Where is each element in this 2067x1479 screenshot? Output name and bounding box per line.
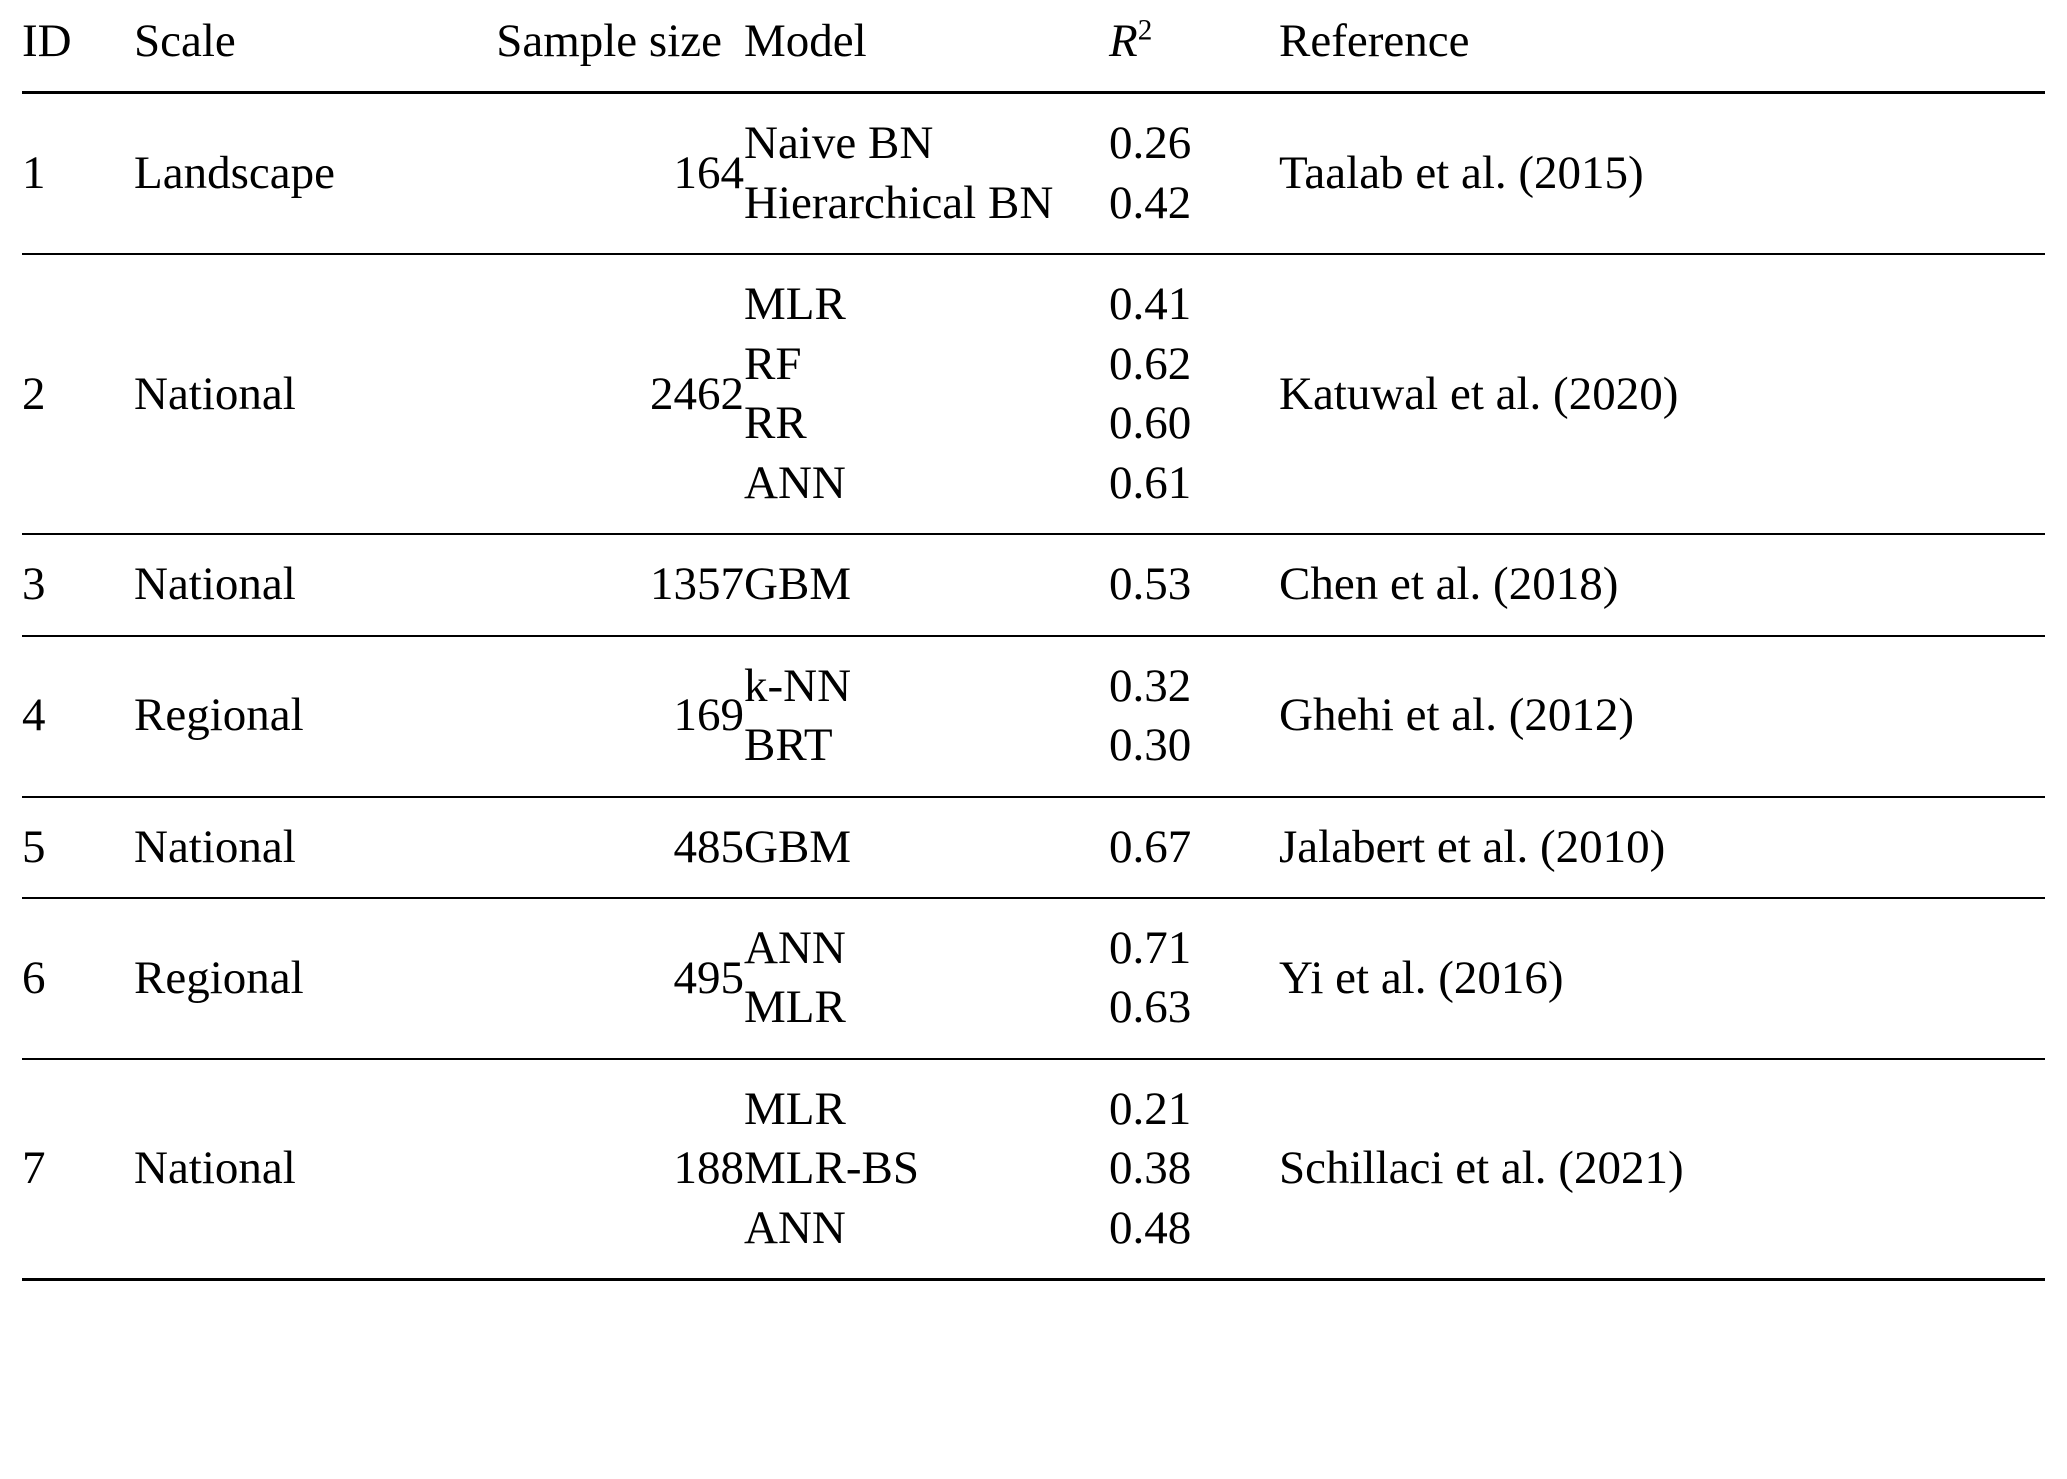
column-header-model: Model — [744, 15, 867, 67]
table-body — [22, 93, 2045, 1281]
bottom-rule — [1279, 1280, 2045, 1282]
cell-scale: Landscape — [134, 93, 444, 254]
model-name: MLR — [744, 1082, 846, 1135]
model-name: GBM — [744, 558, 852, 611]
cell-id: 6 — [22, 898, 134, 1059]
column-header-scale: Scale — [134, 15, 236, 67]
r2-value: 0.71 — [1109, 921, 1192, 974]
cell-id: 4 — [22, 636, 134, 797]
cell-r2 — [1109, 1059, 1279, 1280]
model-name: ANN — [744, 456, 846, 509]
bottom-rule — [1109, 1280, 1279, 1282]
model-name: MLR-BS — [744, 1142, 919, 1195]
r2-symbol: R — [1109, 15, 1138, 67]
cell-scale: National — [134, 534, 444, 635]
table-row — [22, 636, 2045, 797]
r2-value: 0.53 — [1109, 558, 1192, 611]
cell-model — [744, 636, 1109, 797]
r2-value: 0.62 — [1109, 337, 1192, 390]
r2-value: 0.30 — [1109, 719, 1192, 772]
cell-scale: National — [134, 1059, 444, 1280]
cell-model — [744, 254, 1109, 534]
cell-scale: Regional — [134, 898, 444, 1059]
cell-reference: Katuwal et al. (2020) — [1279, 254, 2045, 534]
cell-sample-size: 485 — [444, 797, 744, 898]
cell-r2 — [1109, 898, 1279, 1059]
r2-value: 0.21 — [1109, 1082, 1192, 1135]
cell-sample-size: 1357 — [444, 534, 744, 635]
cell-r2 — [1109, 93, 1279, 254]
column-header-r2 — [1109, 0, 1279, 93]
cell-r2 — [1109, 534, 1279, 635]
cell-model — [744, 898, 1109, 1059]
cell-reference: Ghehi et al. (2012) — [1279, 636, 2045, 797]
column-header-reference: Reference — [1279, 15, 1470, 67]
cell-sample-size: 188 — [444, 1059, 744, 1280]
table-row — [22, 254, 2045, 534]
table-row — [22, 1059, 2045, 1280]
model-name: Naive BN — [744, 117, 934, 170]
cell-sample-size: 495 — [444, 898, 744, 1059]
table-row — [22, 797, 2045, 898]
cell-reference: Chen et al. (2018) — [1279, 534, 2045, 635]
results-table — [22, 0, 2045, 1281]
model-name: k-NN — [744, 659, 852, 712]
r2-value: 0.63 — [1109, 981, 1192, 1034]
cell-scale: Regional — [134, 636, 444, 797]
model-name: BRT — [744, 719, 833, 772]
model-name: ANN — [744, 921, 846, 974]
r2-value: 0.61 — [1109, 456, 1192, 509]
cell-model — [744, 93, 1109, 254]
header-row — [22, 0, 2045, 93]
cell-r2 — [1109, 797, 1279, 898]
bottom-rule — [444, 1280, 744, 1282]
bottom-rule — [134, 1280, 444, 1282]
r2-value: 0.48 — [1109, 1201, 1192, 1254]
cell-reference: Jalabert et al. (2010) — [1279, 797, 2045, 898]
table-row — [22, 534, 2045, 635]
cell-id: 5 — [22, 797, 134, 898]
r2-value: 0.32 — [1109, 659, 1192, 712]
r2-exponent: 2 — [1137, 14, 1153, 47]
cell-reference: Yi et al. (2016) — [1279, 898, 2045, 1059]
r2-value: 0.38 — [1109, 1142, 1192, 1195]
cell-reference: Schillaci et al. (2021) — [1279, 1059, 2045, 1280]
cell-reference: Taalab et al. (2015) — [1279, 93, 2045, 254]
r2-value: 0.41 — [1109, 278, 1192, 331]
cell-r2 — [1109, 636, 1279, 797]
model-name: MLR — [744, 278, 846, 331]
r2-value: 0.42 — [1109, 176, 1192, 229]
column-header-sample-size: Sample size — [496, 15, 722, 67]
model-name: RF — [744, 337, 802, 390]
cell-model — [744, 1059, 1109, 1280]
model-name: MLR — [744, 981, 846, 1034]
model-name: Hierarchical BN — [744, 176, 1054, 229]
r2-value: 0.60 — [1109, 397, 1192, 450]
model-name: ANN — [744, 1201, 846, 1254]
r2-value: 0.67 — [1109, 820, 1192, 873]
cell-id: 7 — [22, 1059, 134, 1280]
column-header-id: ID — [22, 15, 72, 67]
cell-id: 1 — [22, 93, 134, 254]
cell-scale: National — [134, 797, 444, 898]
cell-r2 — [1109, 254, 1279, 534]
cell-id: 2 — [22, 254, 134, 534]
table-bottom-rule-row — [22, 1280, 2045, 1282]
cell-sample-size: 2462 — [444, 254, 744, 534]
bottom-rule — [744, 1280, 1109, 1282]
cell-sample-size: 164 — [444, 93, 744, 254]
table-header — [22, 0, 2045, 93]
cell-id: 3 — [22, 534, 134, 635]
model-name: RR — [744, 397, 807, 450]
r2-value: 0.26 — [1109, 117, 1192, 170]
table-row — [22, 93, 2045, 254]
bottom-rule — [22, 1280, 134, 1282]
model-name: GBM — [744, 820, 852, 873]
cell-scale: National — [134, 254, 444, 534]
table-row — [22, 898, 2045, 1059]
cell-model — [744, 534, 1109, 635]
cell-sample-size: 169 — [444, 636, 744, 797]
cell-model — [744, 797, 1109, 898]
